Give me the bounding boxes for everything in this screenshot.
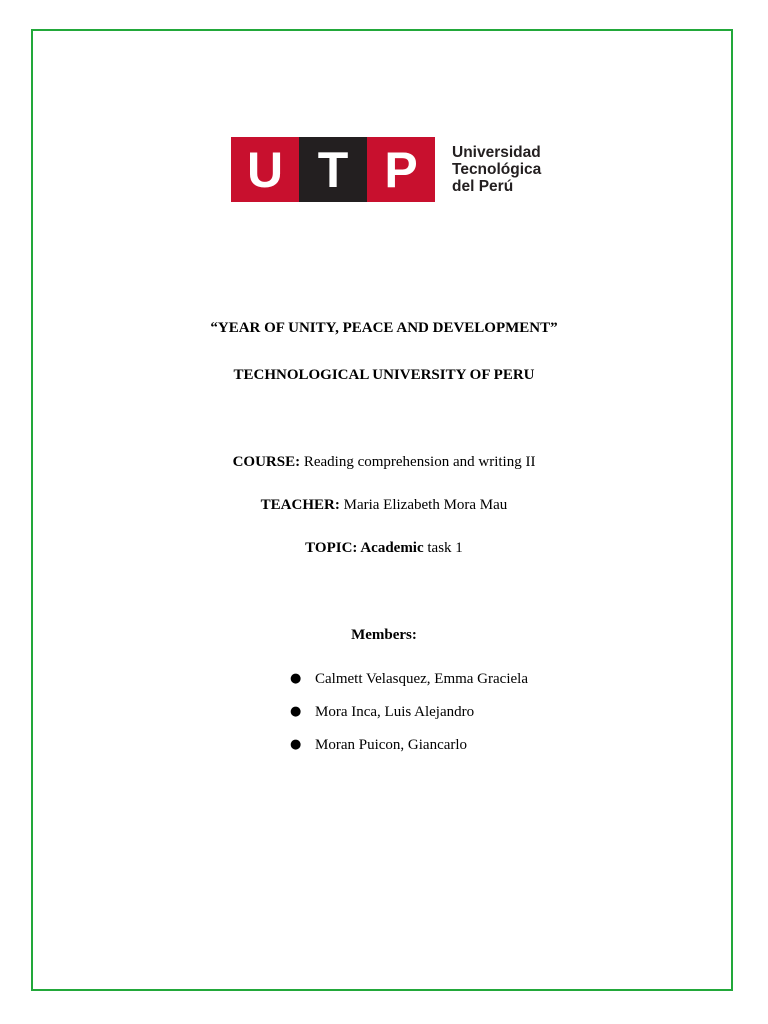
bullet-icon: ●: [290, 737, 302, 752]
teacher-value: Maria Elizabeth Mora Mau: [339, 497, 508, 513]
logo-letter-p: P: [367, 137, 435, 202]
logo-line-3: del Perú: [452, 178, 514, 195]
bullet-icon: ●: [290, 704, 302, 719]
motto-heading: “YEAR OF UNITY, PEACE AND DEVELOPMENT”: [210, 320, 558, 336]
teacher-line: [0, 497, 768, 514]
course-line: [0, 454, 768, 471]
course-value: Reading comprehension and writing II: [300, 454, 536, 470]
logo-wordmark: [452, 137, 541, 202]
topic-value: task 1: [423, 540, 463, 556]
members-heading: Members:: [351, 627, 417, 643]
member-name: Calmett Velasquez, Emma Graciela: [315, 671, 528, 687]
members-list: [290, 669, 528, 768]
university-heading: TECHNOLOGICAL UNIVERSITY OF PERU: [233, 367, 535, 383]
topic-line: [0, 540, 768, 557]
list-item: [290, 735, 528, 768]
teacher-label: TEACHER:: [260, 497, 340, 513]
member-name: Moran Puicon, Giancarlo: [315, 737, 468, 753]
topic-label: TOPIC: Academic: [305, 540, 424, 556]
logo-line-1: Universidad: [452, 144, 541, 161]
bullet-icon: ●: [290, 671, 302, 686]
logo-line-2: Tecnológica: [452, 161, 542, 178]
course-label: COURSE:: [232, 454, 301, 470]
list-item: [290, 669, 528, 702]
logo-letter-u: U: [231, 137, 299, 202]
member-name: Mora Inca, Luis Alejandro: [315, 704, 475, 720]
utp-logo: [231, 137, 541, 202]
logo-letter-t: T: [299, 137, 367, 202]
list-item: [290, 702, 528, 735]
